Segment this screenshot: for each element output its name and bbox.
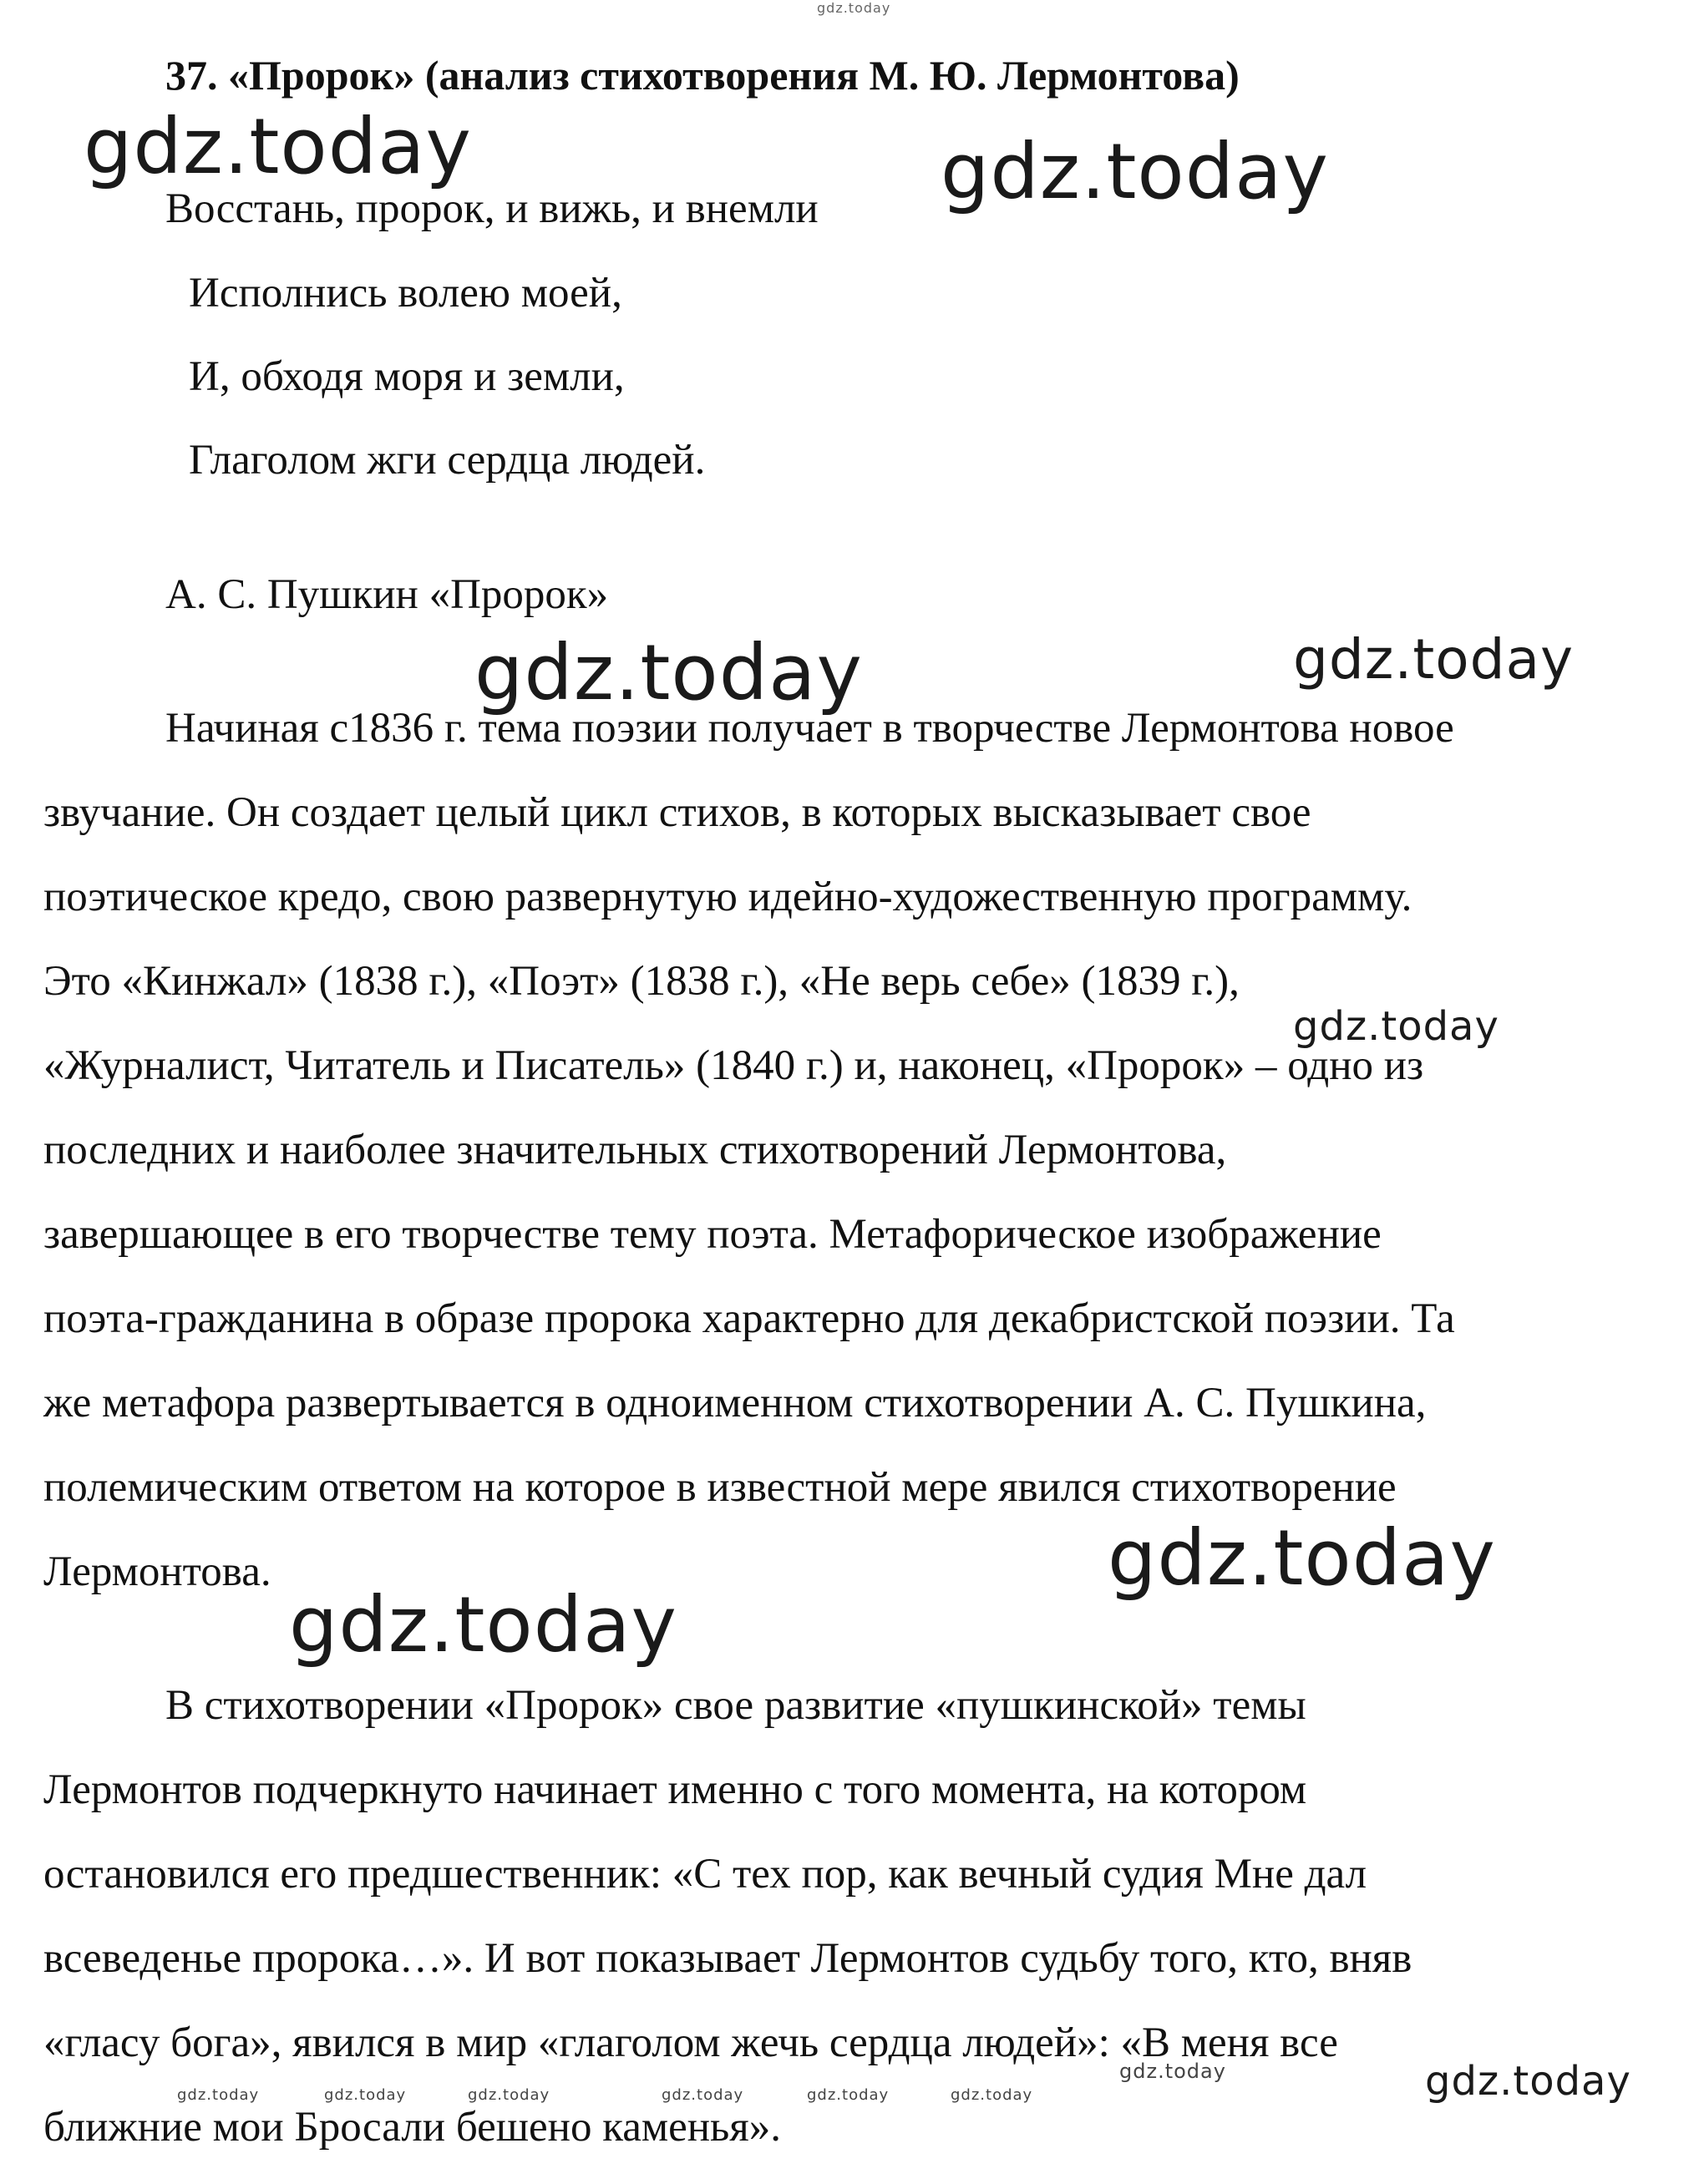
watermark: gdz.today bbox=[1425, 2058, 1631, 2105]
watermark: gdz.today bbox=[289, 1580, 677, 1670]
paragraph-line: же метафора развертывается в одноименном стихотворении А. С. Пушкина, bbox=[43, 1380, 1427, 1426]
paragraph-line: звучание. Он создает целый цикл стихов, в которых высказывает свое bbox=[43, 789, 1311, 836]
watermark-small: gdz.today bbox=[662, 2086, 744, 2104]
paragraph-line: «Журналист, Читатель и Писатель» (1840 г.) и, наконец, «Пророк» – одно из bbox=[43, 1042, 1424, 1089]
watermark-small: gdz.today bbox=[324, 2086, 407, 2104]
paragraph-line: завершающее в его творчестве тему поэта. Метафорическое изображение bbox=[43, 1211, 1382, 1258]
watermark-small: gdz.today bbox=[177, 2086, 260, 2104]
paragraph-line: Лермонтов подчеркнуто начинает именно с того момента, на котором bbox=[43, 1766, 1307, 1813]
page-title: 37. «Пророк» (анализ стихотворения М. Ю. Лермонтова) bbox=[165, 52, 1240, 99]
epigraph-line: И, обходя моря и земли, bbox=[189, 353, 625, 400]
paragraph-line: В стихотворении «Пророк» свое развитие «пушкинской» темы bbox=[165, 1682, 1306, 1729]
watermark: gdz.today bbox=[84, 102, 472, 191]
paragraph-line: всеведенье пророка…». И вот показывает Лермонтов судьбу того, кто, вняв bbox=[43, 1935, 1412, 1982]
paragraph-line: Это «Кинжал» (1838 г.), «Поэт» (1838 г.), «Не верь себе» (1839 г.), bbox=[43, 958, 1240, 1005]
paragraph-line: поэта-гражданина в образе пророка характерно для декабристской поэзии. Та bbox=[43, 1295, 1455, 1342]
watermark: gdz.today bbox=[1293, 1003, 1499, 1050]
watermark: gdz.today bbox=[1108, 1513, 1496, 1603]
watermark-small: gdz.today bbox=[468, 2086, 550, 2104]
watermark: gdz.today bbox=[941, 127, 1329, 216]
watermark: gdz.today bbox=[474, 628, 863, 717]
paragraph-line: поэтическое кредо, свою развернутую идейно-художественную программу. bbox=[43, 874, 1412, 920]
watermark: gdz.today bbox=[1293, 627, 1575, 692]
paragraph-line: Лермонтова. bbox=[43, 1548, 271, 1595]
paragraph-line: «гласу бога», явился в мир «глаголом жечь сердца людей»: «В меня все bbox=[43, 2019, 1338, 2066]
epigraph-attribution: А. С. Пушкин «Пророк» bbox=[165, 571, 609, 618]
watermark-small: gdz.today bbox=[1119, 2060, 1226, 2083]
paragraph-line: Начиная с1836 г. тема поэзии получает в творчестве Лермонтова новое bbox=[165, 705, 1454, 752]
paragraph-line: остановился его предшественник: «С тех пор, как вечный судия Мне дал bbox=[43, 1851, 1367, 1898]
paragraph-line: ближние мои Бросали бешено каменья». bbox=[43, 2104, 782, 2151]
epigraph-line: Исполнись волею моей, bbox=[189, 270, 622, 317]
watermark-small: gdz.today bbox=[807, 2086, 890, 2104]
paragraph-line: полемическим ответом на которое в известной мере явился стихотворение bbox=[43, 1464, 1397, 1511]
epigraph-line: Глаголом жги сердца людей. bbox=[189, 437, 706, 484]
epigraph-line: Восстань, пророк, и вижь, и внемли bbox=[165, 185, 819, 232]
watermark-small: gdz.today bbox=[951, 2086, 1033, 2104]
watermark-top: gdz.today bbox=[817, 0, 891, 16]
paragraph-line: последних и наиболее значительных стихотворений Лермонтова, bbox=[43, 1127, 1227, 1173]
